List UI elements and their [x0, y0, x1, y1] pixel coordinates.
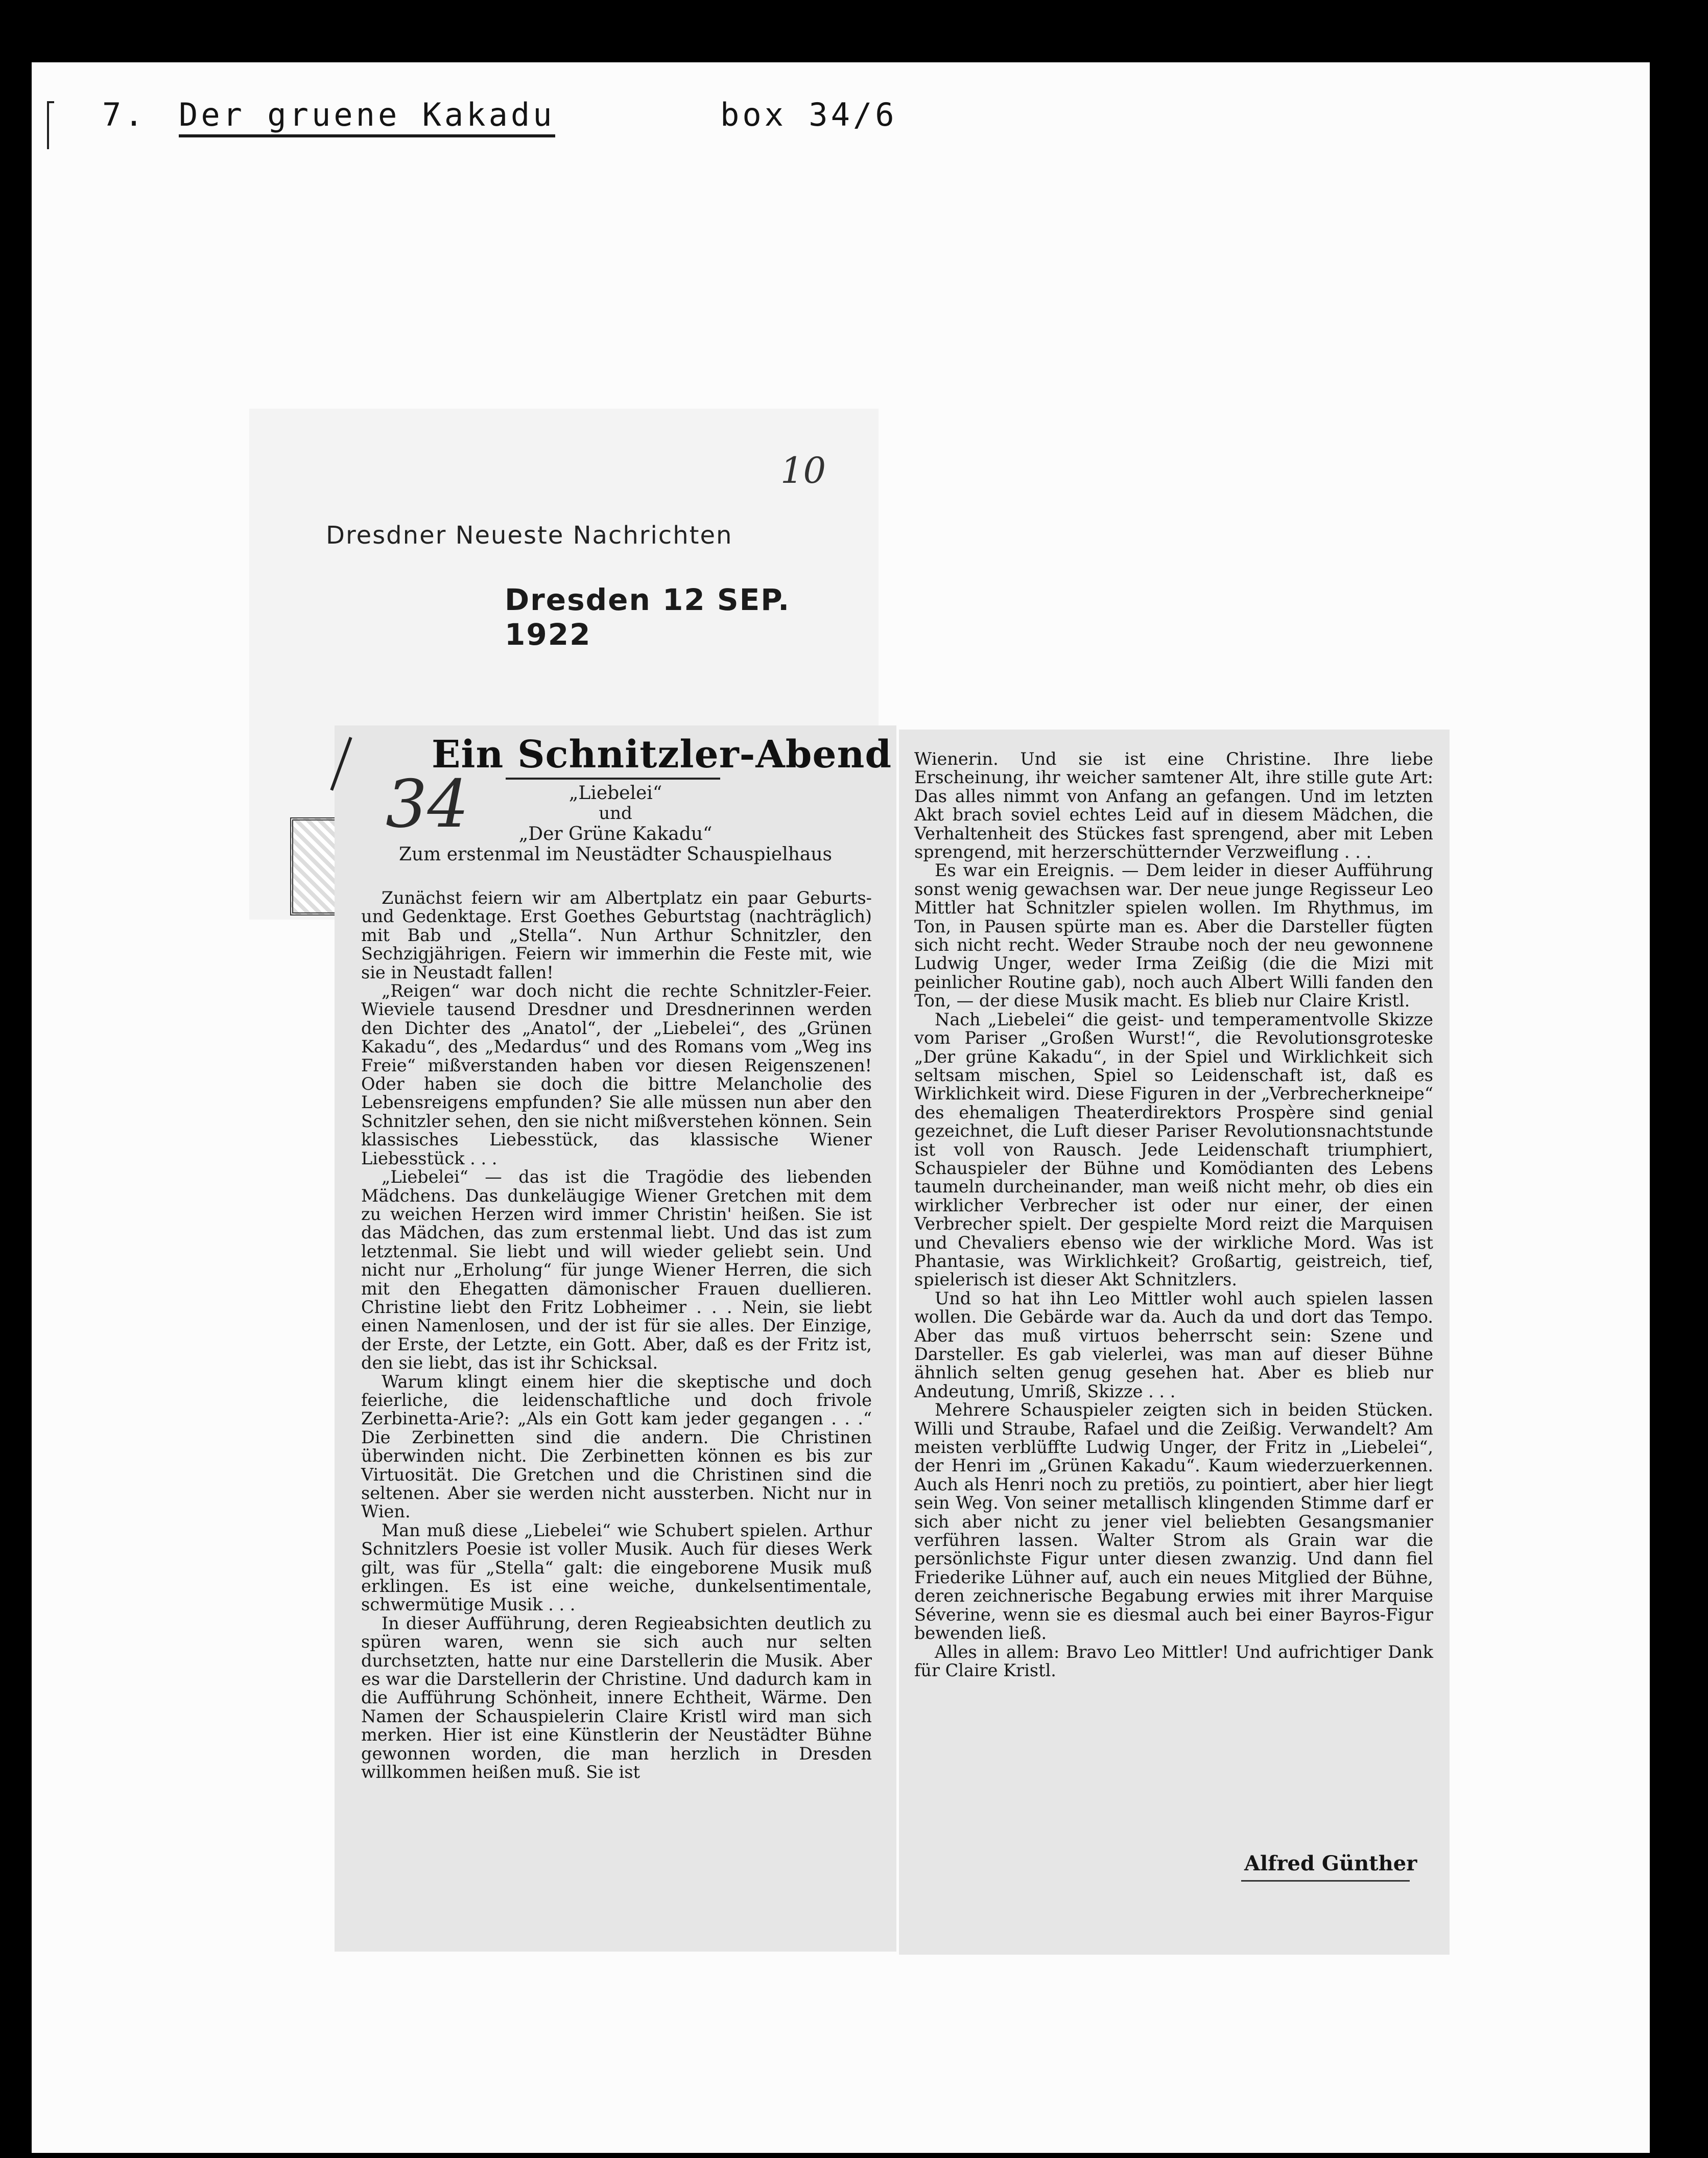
paragraph: Mehrere Schauspieler zeigten sich in beiden Stücken. Willi und Straube, Rafael und die Zeißig. Verwandelt? Am meisten verblüffte Ludwig Unger, der Fritz in „Liebelei“, der Henri im „Grünen Kakadu“. Kaum wiederzuerkennen. Auch als Henri noch zu pretiös, zu pointiert, aber hier liegt sein Weg. Von seiner metallisch klingenden Stimme darf er sich aber nicht zu jener viel beliebten Gesangsmanier verführen lassen. Walter Strom als Grain war die persönlichste Figur unter diesen zwanzig. Und dann fiel Friederike Lühner auf, auch ein neues Mitglied der Bühne, deren zeichnerische Begabung erwies mit ihrer Marquise Séverine, wenn sie es diesmal auch bei einer Bayros-Figur bewenden ließ. — [914, 1400, 1433, 1644]
newspaper-stamp: Dresdner Neueste Nachrichten — [326, 521, 733, 550]
pencil-number: 34 — [386, 766, 469, 842]
pencil-mark: 10 — [780, 450, 826, 491]
paragraph: „Liebelei“ — das ist die Tragödie des liebenden Mädchens. Das dunkeläugige Wiener Gretchen mit dem zu weichen Herzen wird immer Christin' heißen. Sie ist das Mädchen, das zum erstenmal liebt. Und das ist zum letztenmal. Sie liebt und will wieder geliebt sein. Und nicht nur „Erholung“ für junge Wiener Herren, die sich mit den Ehegatten dämonischer Frauen duellieren. Christine liebt den Fritz Lobheimer . . . Nein, sie liebt einen Namenlosen, und der ist für sie alles. Der Einzige, der Erste, der Letzte, ein Gott. Aber, daß es der Fritz ist, den sie liebt, das ist ihr Schicksal. — [361, 1167, 872, 1373]
article-headline: Ein Schnitzler-Abend — [432, 733, 892, 777]
paragraph: Nach „Liebelei“ die geist- und temperamentvolle Skizze vom Pariser „Großen Wurst!“, die Revolutionsgroteske „Der grüne Kakadu“, in der Spiel und Wirklichkeit sich seltsam mischen, Spiel so Leidenschaft ist, daß es Wirklichkeit wird. Diese Figuren in der „Verbrecherkneipe“ des ehemaligen Theaterdirektors Prospère sind genial gezeichnet, die Luft dieser Pariser Revolutionsnachtstunde ist voll von Rausch. Jede Leidenschaft triumphiert, Schauspieler der Bühne und Komödianten des Lebens taumeln durcheinander, man weiß nicht mehr, ob dies ein wirklicher Verbrecher ist oder nur einer, der einen Verbrecher spielt. Der gespielte Mord reizt die Marquisen und Chevaliers ebenso wie der wirkliche Mord. Was ist Phantasie, was Wirklichkeit? Großartig, geistreich, tief, spielerisch ist dieser Akt Schnitzlers. — [914, 1009, 1433, 1290]
article-body-right — [914, 750, 1433, 1680]
date-stamp: Dresden 12 SEP. 1922 — [505, 582, 791, 652]
paragraph: Wienerin. Und sie ist eine Christine. Ihre liebe Erscheinung, ihr weicher samtener Alt, ihre stille gute Art: Das alles nimmt von Anfang an gefangen. Und im letzten Akt brach soviel echtes Leid auf in diesem Mädchen, die Verhaltenheit des Stückes fast sprengend, aber mit Leben sprengend, mit herzerschütternder Verzweiflung . . . — [914, 749, 1433, 862]
article-author: Alfred Günther — [1244, 1851, 1417, 1875]
paragraph: Alles in allem: Bravo Leo Mittler! Und aufrichtiger Dank für Claire Kristl. — [914, 1641, 1433, 1680]
article-subtitle: und — [599, 803, 632, 824]
paragraph: Warum klingt einem hier die skeptische und doch feierliche, die leidenschaftliche und doch frivole Zerbinetta-Arie?: „Als ein Gott kam jeder gegangen . . .“ Die Zerbinetten sind die andern. Die Christinen überwinden nicht. Die Zerbinetten können es bis zur Virtuosität. Die Gretchen und die Christinen sind die seltenen. Aber sie werden nicht aussterben. Nicht nur in Wien. — [361, 1371, 872, 1522]
paragraph: Und so hat ihn Leo Mittler wohl auch spielen lassen wollen. Die Gebärde war da. Auch da und dort das Tempo. Aber das muß virtuos beherrscht sein: Szene und Darsteller. Es gab vielerlei, was man auf dieser Bühne ähnlich selten genug gesehen hat. Aber es blieb nur Andeutung, Umriß, Skizze . . . — [914, 1288, 1433, 1401]
author-underline — [1241, 1880, 1410, 1882]
paragraph: Es war ein Ereignis. — Dem leider in dieser Aufführung sonst wenig gewachsen war. Der neue junge Regisseur Leo Mittler hat Schnitzler spielen wollen. Im Rhythmus, im Ton, in Pausen spürte man es. Aber die Darsteller fügten sich nicht recht. Weder Straube noch der neu gewonnene Ludwig Unger, weder Irma Zeißig (die die Mizi mit peinlicher Routine gab), noch auch Albert Willi fanden den Ton, — der diese Musik macht. Es blieb nur Claire Kristl. — [914, 860, 1433, 1011]
headline-underline — [506, 778, 720, 780]
box-label: box 34/6 — [720, 96, 897, 133]
paragraph: Zunächst feiern wir am Albertplatz ein paar Geburts- und Gedenktage. Erst Goethes Geburtstag (nachträglich) mit Bab und „Stella“. Nun Arthur Schnitzler, den Sechzigjährigen. Feiern wir immerhin die Feste mit, wie sie in Neustadt fallen! — [361, 888, 872, 982]
clipping-left-column — [335, 725, 896, 1952]
paragraph: „Reigen“ war doch nicht die rechte Schnitzler-Feier. Wieviele tausend Dresdner und Dresdnerinnen werden den Dichter des „Anatol“, der „Liebelei“, des „Grünen Kakadu“, des „Medardus“ und des Romans vom „Weg ins Freie“ mißverstanden haben vor diesen Reigenszenen! Oder haben sie doch die bittre Melancholie des Lebensreigens empfunden? Sie alle müssen nun aber den Schnitzler sehen, den sie nicht mißverstehen können. Sein klassisches Liebesstück, das klassische Wiener Liebesstück . . . — [361, 981, 872, 1168]
article-subtitle: Zum erstenmal im Neustädter Schauspielhaus — [398, 844, 833, 865]
folder-number: 7. — [102, 96, 147, 133]
card-border-ornament — [290, 817, 339, 916]
folder-title: Der gruene Kakadu — [179, 96, 555, 137]
article-subtitle: „Liebelei“ — [568, 783, 662, 804]
paragraph: In dieser Aufführung, deren Regieabsichten deutlich zu spüren waren, wenn sie sich auch nur selten durchsetzten, hatte nur eine Darstellerin die Musik. Aber es war die Darstellerin der Christine. Und dadurch kam in die Aufführung Schönheit, innere Echtheit, Wärme. Den Namen der Schauspielerin Claire Kristl wird man sich merken. Hier ist eine Künstlerin der Neustädter Bühne gewonnen worden, die man herzlich in Dresden willkommen heißen muß. Sie ist — [361, 1613, 872, 1782]
corner-bracket — [47, 101, 54, 149]
clipping-right-column — [899, 730, 1450, 1955]
article-subtitle: „Der Grüne Kakadu“ — [518, 824, 713, 845]
article-body-left — [361, 889, 872, 1782]
paragraph: Man muß diese „Liebelei“ wie Schubert spielen. Arthur Schnitzlers Poesie ist voller Musik. Auch für dieses Werk gilt, was für „Stella“ galt: die eingeborene Musik muß erklingen. Es ist eine weiche, dunkelsentimentale, schwermütige Musik . . . — [361, 1520, 872, 1615]
